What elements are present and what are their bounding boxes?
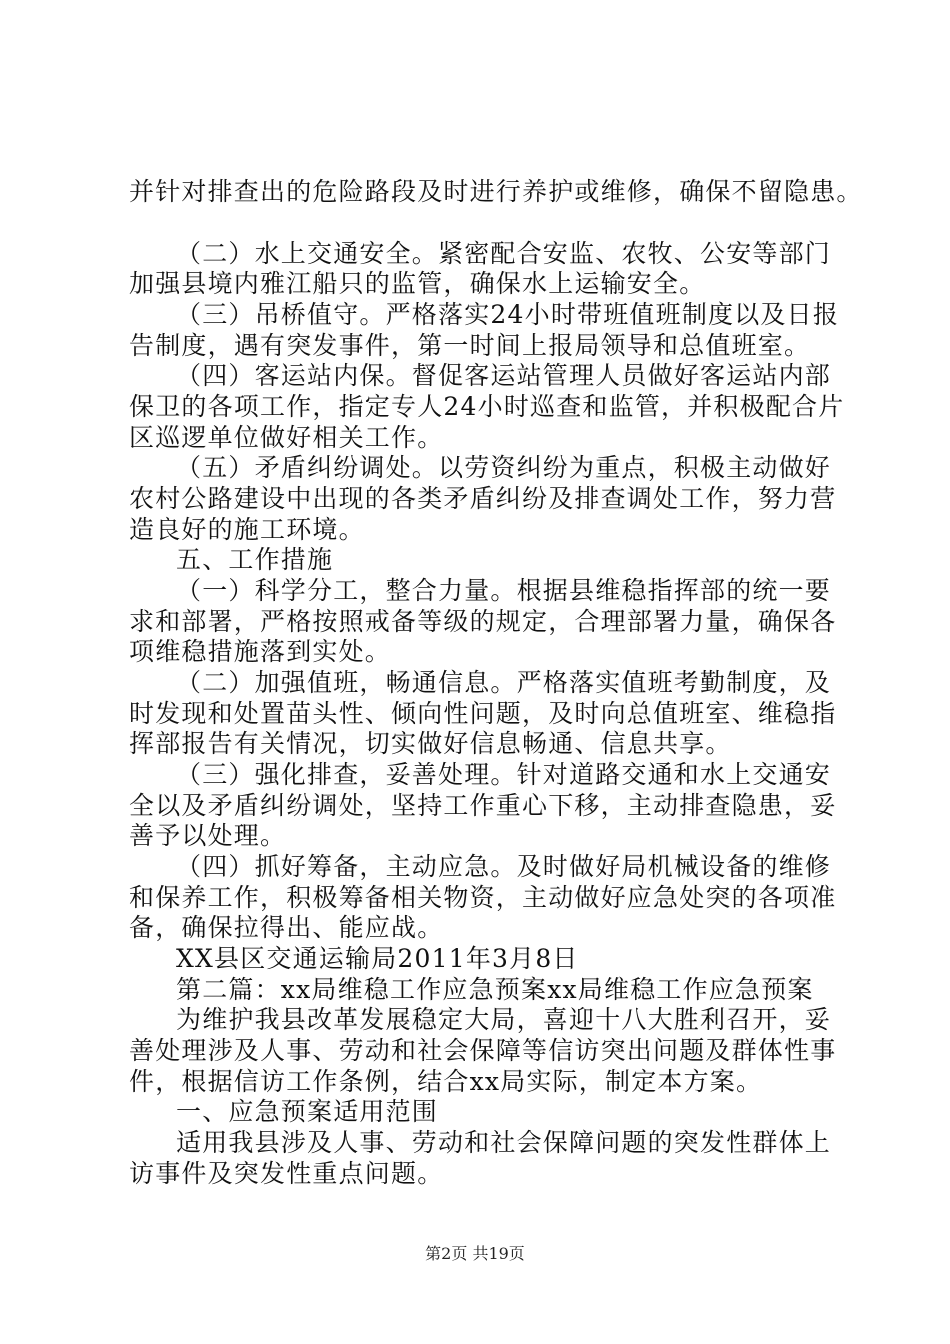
page-footer: 第2页 共19页 <box>425 1244 525 1263</box>
body-line: 区巡逻单位做好相关工作。 <box>129 423 444 452</box>
body-line: 善处理涉及人事、劳动和社会保障等信访突出问题及群体性事 <box>129 1036 837 1065</box>
body-line: 全以及矛盾纠纷调处，坚持工作重心下移，主动排查隐患，妥 <box>129 791 837 820</box>
body-line: 适用我县涉及人事、劳动和社会保障问题的突发性群体上 <box>176 1128 832 1157</box>
body-line: （一）科学分工，整合力量。根据县维稳指挥部的统一要 <box>176 576 832 605</box>
body-line: 造良好的施工环境。 <box>129 515 365 544</box>
body-line: 项维稳措施落到实处。 <box>129 637 392 666</box>
section-heading: 五、工作措施 <box>176 545 334 574</box>
chapter-title: 第二篇：xx局维稳工作应急预案xx局维稳工作应急预案 <box>176 975 814 1004</box>
body-line: （三）吊桥值守。严格落实24小时带班值班制度以及日报 <box>176 300 840 329</box>
body-line: 为维护我县改革发展稳定大局，喜迎十八大胜利召开，妥 <box>176 1005 832 1034</box>
body-line: （二）水上交通安全。紧密配合安监、农牧、公安等部门 <box>176 239 832 268</box>
body-line: 善予以处理。 <box>129 821 287 850</box>
body-line: 和保养工作，积极筹备相关物资，主动做好应急处突的各项准 <box>129 883 837 912</box>
body-line: 时发现和处置苗头性、倾向性问题，及时向总值班室、维稳指 <box>129 699 837 728</box>
body-line: 保卫的各项工作，指定专人24小时巡查和监管，并积极配合片 <box>129 392 845 421</box>
body-line: 件，根据信访工作条例，结合xx局实际，制定本方案。 <box>129 1067 763 1096</box>
body-line: 备，确保拉得出、能应战。 <box>129 913 444 942</box>
body-line: 求和部署，严格按照戒备等级的规定，合理部署力量，确保各 <box>129 607 837 636</box>
body-line: 加强县境内雅江船只的监管，确保水上运输安全。 <box>129 269 706 298</box>
body-line: 挥部报告有关情况，切实做好信息畅通、信息共享。 <box>129 729 732 758</box>
body-line: （四）抓好筹备，主动应急。及时做好局机械设备的维修 <box>176 852 832 881</box>
body-line: （二）加强值班，畅通信息。严格落实值班考勤制度，及 <box>176 668 832 697</box>
body-line: 访事件及突发性重点问题。 <box>129 1159 444 1188</box>
body-line: 告制度，遇有突发事件，第一时间上报局领导和总值班室。 <box>129 331 811 360</box>
body-line: （五）矛盾纠纷调处。以劳资纠纷为重点，积极主动做好 <box>176 453 832 482</box>
body-line: 并针对排查出的危险路段及时进行养护或维修，确保不留隐患。 <box>129 177 863 206</box>
section-heading: 一、应急预案适用范围 <box>176 1097 439 1126</box>
body-line: （四）客运站内保。督促客运站管理人员做好客运站内部 <box>176 361 832 390</box>
body-line: 农村公路建设中出现的各类矛盾纠纷及排查调处工作，努力营 <box>129 484 837 513</box>
signature-line: XX县区交通运输局2011年3月8日 <box>176 944 579 973</box>
body-line: （三）强化排查，妥善处理。针对道路交通和水上交通安 <box>176 760 832 789</box>
